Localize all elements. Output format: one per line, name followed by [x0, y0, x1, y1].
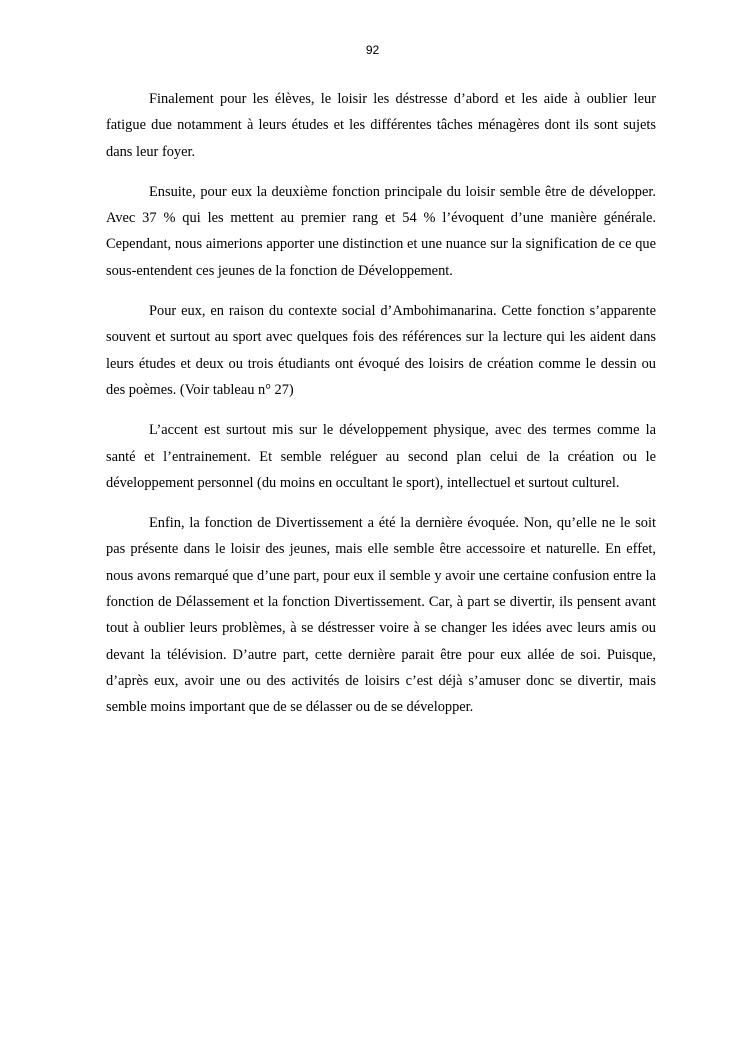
paragraph-4: L’accent est surtout mis sur le développement physique, avec des termes comme la santé et l’entrainement. Et semble reléguer au second plan celui de la création ou le développement personnel (du moins en occultant le sport), intellectuel et surtout culturel.: [106, 422, 656, 491]
paragraph-2: Ensuite, pour eux la deuxième fonction principale du loisir semble être de développer. Avec 37 % qui les mettent au premier rang et 54 % l’évoquent d’une manière générale. Cependant, nous aimerions apporter une distinction et une nuance sur la signification de ce que sous-entendent ces jeunes de la fonction de Développement.: [106, 183, 656, 279]
paragraph-5: Enfin, la fonction de Divertissement a été la dernière évoquée. Non, qu’elle ne le soit pas présente dans le loisir des jeunes, mais elle semble être accessoire et naturelle. En effet, nous avons remarqué que d’une part, pour eux il semble y avoir une certaine confusion entre la fonction de Délassement et la fonction Divertissement. Car, à part se divertir, ils pensent avant tout à oublier leurs problèmes, à se déstresser voire à se changer les idées avec leurs amis ou devant la télévision. D’autre part, cette dernière parait être pour eux allée de soi. Puisque, d’après eux, avoir une ou des activités de loisirs c’est déjà s’amuser donc se divertir, mais semble moins important que de se délasser ou de se développer.: [106, 515, 656, 716]
paragraph-3: Pour eux, en raison du contexte social d’Ambohimanarina. Cette fonction s’apparente souvent et surtout au sport avec quelques fois des références sur la lecture qui les aident dans leurs études et deux ou trois étudiants ont évoqué des loisirs de création comme le dessin ou des poèmes. (Voir tableau n° 27): [106, 303, 656, 398]
document-body: [106, 86, 656, 735]
page-number: 92: [365, 43, 380, 57]
paragraph-1: Finalement pour les élèves, le loisir les déstresse d’abord et les aide à oublier leur fatigue due notamment à leurs études et les différentes tâches ménagères dont ils sont sujets dans leur foyer.: [106, 91, 656, 160]
